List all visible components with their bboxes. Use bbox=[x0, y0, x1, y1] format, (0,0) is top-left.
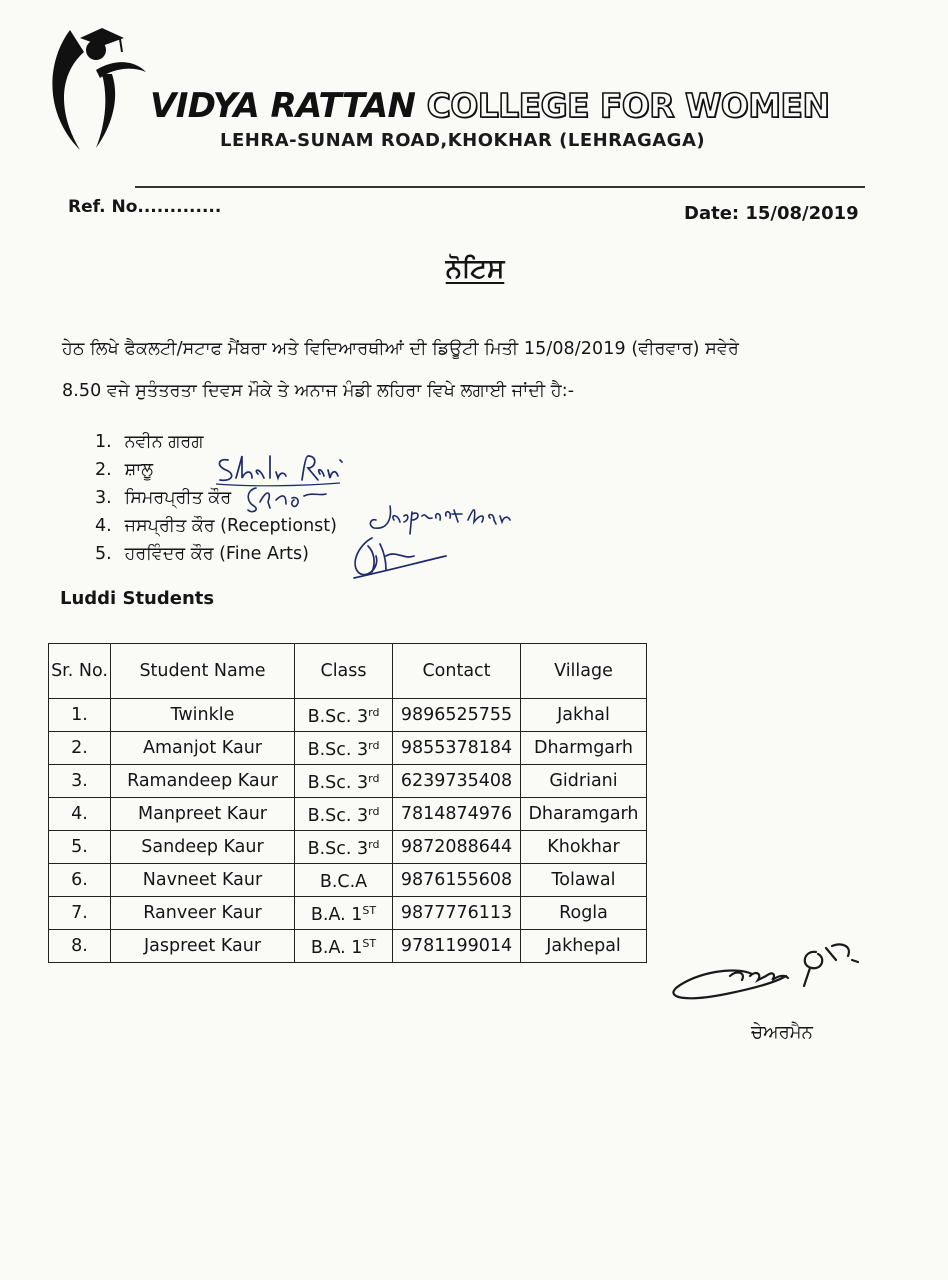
college-name-part2: COLLEGE FOR WOMEN bbox=[426, 86, 830, 125]
table-row bbox=[49, 897, 647, 930]
ref-number: Ref. No............. bbox=[68, 197, 222, 217]
cell-village: Dharmgarh bbox=[521, 732, 647, 765]
class-base: B.Sc. 3 bbox=[307, 707, 369, 727]
cell-class bbox=[295, 831, 393, 864]
cell-name: Ramandeep Kaur bbox=[111, 765, 295, 798]
cell-contact: 9896525755 bbox=[393, 699, 521, 732]
cell-name: Jaspreet Kaur bbox=[111, 930, 295, 963]
staff-number: 1. bbox=[95, 432, 112, 452]
cell-contact: 9877776113 bbox=[393, 897, 521, 930]
staff-number: 3. bbox=[95, 488, 112, 508]
cell-contact: 6239735408 bbox=[393, 765, 521, 798]
students-heading: Luddi Students bbox=[60, 588, 215, 609]
class-sup: ST bbox=[362, 904, 377, 917]
cell-class bbox=[295, 798, 393, 831]
cell-contact: 9781199014 bbox=[393, 930, 521, 963]
cell-sr: 6. bbox=[49, 864, 111, 897]
class-base: B.A. 1 bbox=[310, 938, 363, 958]
students-table bbox=[48, 643, 647, 963]
cell-contact: 7814874976 bbox=[393, 798, 521, 831]
chairman-label: ਚੇਅਰਮੈਨ bbox=[751, 1022, 813, 1043]
header-student-name: Student Name bbox=[111, 644, 295, 699]
signature-shalu bbox=[212, 450, 347, 488]
class-sup: rd bbox=[368, 805, 380, 818]
signature-jaspreet-harvinder bbox=[350, 500, 520, 582]
header-sr-no: Sr. No. bbox=[49, 644, 111, 699]
class-base: B.Sc. 3 bbox=[307, 740, 369, 760]
college-logo bbox=[50, 22, 150, 152]
cell-sr: 5. bbox=[49, 831, 111, 864]
cell-sr: 8. bbox=[49, 930, 111, 963]
class-sup: rd bbox=[368, 706, 380, 719]
cell-contact: 9872088644 bbox=[393, 831, 521, 864]
staff-name: ਸ਼ਾਲੂ bbox=[124, 460, 154, 480]
header-class: Class bbox=[295, 644, 393, 699]
cell-sr: 4. bbox=[49, 798, 111, 831]
college-address: LEHRA-SUNAM ROAD,KHOKHAR (LEHRAGAGA) bbox=[220, 130, 706, 151]
staff-name: ਨਵੀਨ ਗਰਗ bbox=[124, 432, 204, 452]
cell-class bbox=[295, 930, 393, 963]
notice-date: Date: 15/08/2019 bbox=[684, 203, 859, 224]
cell-name: Ranveer Kaur bbox=[111, 897, 295, 930]
class-base: B.A. 1 bbox=[310, 905, 363, 925]
cell-village: Khokhar bbox=[521, 831, 647, 864]
cell-class bbox=[295, 897, 393, 930]
cell-class bbox=[295, 864, 393, 897]
class-sup: rd bbox=[368, 739, 380, 752]
cell-sr: 3. bbox=[49, 765, 111, 798]
class-base: B.Sc. 3 bbox=[307, 806, 369, 826]
cell-contact: 9855378184 bbox=[393, 732, 521, 765]
table-row bbox=[49, 831, 647, 864]
cell-class bbox=[295, 765, 393, 798]
signature-chairman bbox=[666, 936, 866, 1008]
cell-name: Navneet Kaur bbox=[111, 864, 295, 897]
class-sup: rd bbox=[368, 772, 380, 785]
table-row bbox=[49, 798, 647, 831]
staff-name: ਸਿਮਰਪ੍ਰੀਤ ਕੌਰ bbox=[124, 488, 232, 508]
table-row bbox=[49, 732, 647, 765]
staff-number: 5. bbox=[95, 544, 112, 564]
cell-name: Twinkle bbox=[111, 699, 295, 732]
staff-name: ਹਰਵਿੰਦਰ ਕੌਰ (Fine Arts) bbox=[124, 544, 309, 564]
class-sup: ST bbox=[362, 937, 377, 950]
cell-class bbox=[295, 732, 393, 765]
class-base: B.C.A bbox=[319, 872, 368, 892]
class-base: B.Sc. 3 bbox=[307, 839, 369, 859]
table-header-row bbox=[49, 644, 647, 699]
cell-name: Manpreet Kaur bbox=[111, 798, 295, 831]
cell-sr: 7. bbox=[49, 897, 111, 930]
cell-class bbox=[295, 699, 393, 732]
college-name bbox=[150, 86, 850, 126]
header-village: Village bbox=[521, 644, 647, 699]
cell-sr: 2. bbox=[49, 732, 111, 765]
staff-name: ਜਸਪ੍ਰੀਤ ਕੌਰ (Receptionst) bbox=[124, 516, 337, 536]
cell-village: Jakhal bbox=[521, 699, 647, 732]
cell-village: Jakhepal bbox=[521, 930, 647, 963]
staff-number: 2. bbox=[95, 460, 112, 480]
cell-name: Amanjot Kaur bbox=[111, 732, 295, 765]
paragraph-line-2: 8.50 ਵਜੇ ਸੁਤੰਤਰਤਾ ਦਿਵਸ ਮੌਕੇ ਤੇ ਅਨਾਜ ਮੰਡੀ ਲਹਿਰਾ ਵਿਖੇ ਲਗਾਈ ਜਾਂਦੀ ਹੈ:- bbox=[62, 381, 575, 401]
table-row bbox=[49, 930, 647, 963]
class-base: B.Sc. 3 bbox=[307, 773, 369, 793]
class-sup: rd bbox=[368, 838, 380, 851]
table-row bbox=[49, 765, 647, 798]
paragraph-line-1: ਹੇਠ ਲਿਖੇ ਫੈਕਲਟੀ/ਸਟਾਫ ਮੈਂਬਰਾ ਅਤੇ ਵਿਦਿਆਰਥੀਆਂ ਦੀ ਡਿਊਟੀ ਮਿਤੀ 15/08/2019 (ਵੀਰਵਾਰ) ਸਵੇਰੇ bbox=[62, 339, 739, 359]
signature-simarpreet bbox=[242, 484, 330, 514]
college-name-part1: VIDYA RATTAN bbox=[150, 86, 416, 126]
cell-village: Tolawal bbox=[521, 864, 647, 897]
table-row bbox=[49, 699, 647, 732]
table-row bbox=[49, 864, 647, 897]
cell-village: Dharamgarh bbox=[521, 798, 647, 831]
staff-number: 4. bbox=[95, 516, 112, 536]
cell-sr: 1. bbox=[49, 699, 111, 732]
cell-contact: 9876155608 bbox=[393, 864, 521, 897]
header-contact: Contact bbox=[393, 644, 521, 699]
cell-name: Sandeep Kaur bbox=[111, 831, 295, 864]
notice-paragraph bbox=[62, 328, 862, 412]
cell-village: Gidriani bbox=[521, 765, 647, 798]
notice-title: ਨੋਟਿਸ bbox=[445, 254, 505, 284]
cell-village: Rogla bbox=[521, 897, 647, 930]
header-divider bbox=[135, 186, 865, 188]
